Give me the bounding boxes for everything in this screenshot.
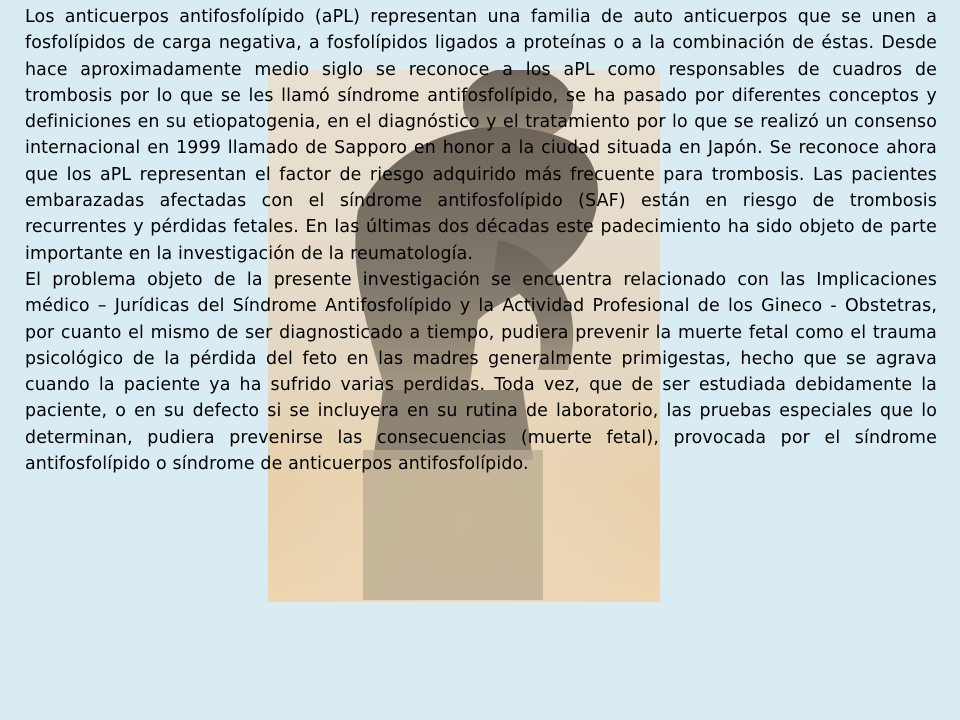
body-text bbox=[25, 4, 937, 477]
paragraph-aPL-definition: Los anticuerpos antifosfolípido (aPL) representan una familia de auto anticuerpos que se unen a fosfolípidos de carga negativa, a fosfolípidos ligados a proteínas o a la combinación de éstas. Desde hace aproximadamente medio siglo se reconoce a los aPL como responsables de cuadros de trombosis por lo que se les llamó síndrome antifosfolípido, se ha pasado por diferentes conceptos y definiciones en su etiopatogenia, en el diagnóstico y el tratamiento por lo que se realizó un consenso internacional en 1999 llamado de Sapporo en honor a la ciudad situada en Japón. Se reconoce ahora que los aPL representan el factor de riesgo adquirido más frecuente para trombosis. Las pacientes embarazadas afectadas con el síndrome antifosfolípido (SAF) están en riesgo de trombosis recurrentes y pérdidas fetales. En las últimas dos décadas este padecimiento ha sido objeto de parte importante en la investigación de la reumatología. bbox=[25, 7, 937, 264]
paragraph-research-problem: El problema objeto de la presente investigación se encuentra relacionado con las Implicaciones médico – Jurídicas del Síndrome Antifosfolípido y la Actividad Profesional de los Gineco - Obstetras, por cuanto el mismo de ser diagnosticado a tiempo, pudiera prevenir la muerte fetal como el trauma psicológico de la pérdida del feto en las madres generalmente primigestas, hecho que se agrava cuando la paciente ya ha sufrido varias perdidas. Toda vez, que de ser estudiada debidamente la paciente, o en su defecto si se incluyera en su rutina de laboratorio, las pruebas especiales que lo determinan, pudiera prevenirse las consecuencias (muerte fetal), provocada por el síndrome antifosfolípido o síndrome de anticuerpos antifosfolípido. bbox=[25, 269, 937, 475]
